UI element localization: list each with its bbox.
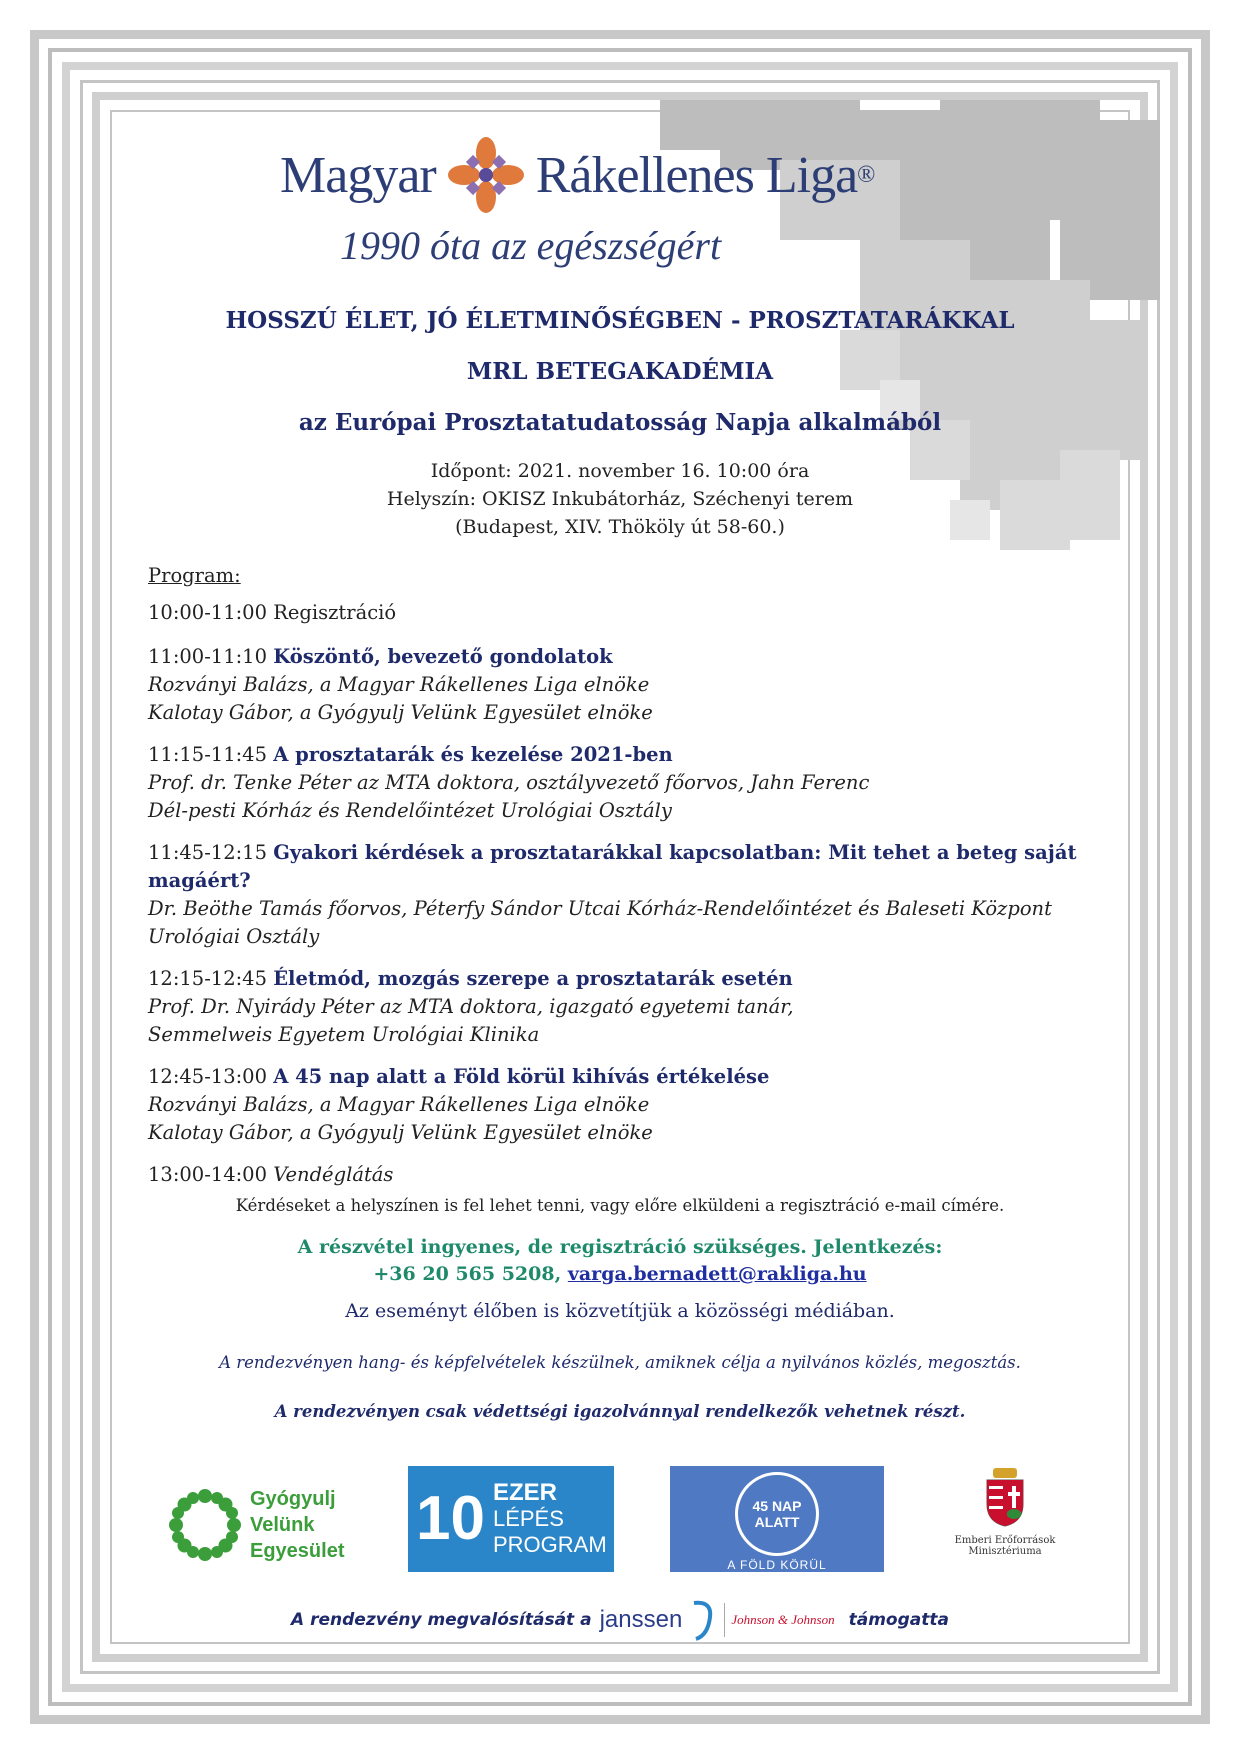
brand-logo — [280, 130, 980, 220]
ezer-line: LÉPÉS — [492, 1506, 564, 1531]
event-date: Időpont: 2021. november 16. 10:00 óra — [430, 460, 810, 482]
media-recording-note: A rendezvényen hang- és képfelvételek készülnek, amiknek célja a nyilvános közlés, megosztás. — [219, 1353, 1021, 1372]
program-time: 11:15-11:45 — [148, 743, 267, 766]
program-item — [148, 839, 1108, 951]
registration-note: A részvétel ingyenes, de regisztráció szükséges. Jelentkezés: — [297, 1236, 943, 1258]
registration-contact — [100, 1263, 1140, 1285]
nap45-line: ALATT — [754, 1514, 800, 1530]
program-speaker: Kalotay Gábor, a Gyógyulj Velünk Egyesület elnöke — [148, 1121, 653, 1144]
sun-flower-icon — [168, 1488, 242, 1562]
certificate-note: A rendezvényen csak védettségi igazolvánnyal rendelkezők vehetnek részt. — [274, 1402, 966, 1421]
program-time: 12:45-13:00 — [148, 1065, 267, 1088]
program-speaker: Dél-pesti Kórház és Rendelőintézet Urológiai Osztály — [148, 799, 672, 822]
brand-flower-icon — [446, 135, 526, 215]
tizezer-lepes-logo — [408, 1466, 614, 1572]
program-heading: Program: — [148, 564, 241, 587]
program-speaker: Kalotay Gábor, a Gyógyulj Velünk Egyesület elnöke — [148, 701, 653, 724]
janssen-swoosh-icon — [690, 1599, 716, 1641]
program-topic: A 45 nap alatt a Föld körül kihívás értékelése — [273, 1065, 770, 1088]
nap45-line: A FÖLD KÖRÜL — [727, 1558, 827, 1572]
45-nap-logo — [670, 1466, 884, 1572]
emmi-line: Emberi Erőforrások — [954, 1535, 1056, 1546]
brand-tagline: 1990 óta az egészségért — [340, 223, 722, 268]
program-speaker: Prof. dr. Tenke Péter az MTA doktora, osztályvezető főorvos, Jahn Ferenc — [148, 771, 870, 794]
questions-note: Kérdéseket a helyszínen is fel lehet tenni, vagy előre elküldeni a regisztráció e-mail címére. — [235, 1196, 1005, 1215]
globe-icon — [735, 1472, 819, 1556]
program-speaker: Rozványi Balázs, a Magyar Rákellenes Liga elnöke — [148, 673, 650, 696]
program-time: 11:00-11:10 — [148, 645, 267, 668]
program-item — [148, 741, 1108, 825]
program-speaker: Dr. Beöthe Tamás főorvos, Péterfy Sándor Utcai Kórház-Rendelőintézet és Baleseti Központ Urológiai Osztály — [148, 897, 1052, 948]
ezer-line: PROGRAM — [492, 1532, 607, 1557]
gyogyulj-line: Velünk — [250, 1514, 315, 1536]
program-time: 11:45-12:15 — [148, 841, 267, 864]
program-topic: Köszöntő, bevezető gondolatok — [273, 645, 613, 668]
program-topic: A prosztatarák és kezelése 2021-ben — [273, 743, 673, 766]
support-suffix: támogatta — [848, 1610, 949, 1630]
program-section — [148, 564, 1108, 1203]
gyogyulj-line: Egyesület — [250, 1540, 345, 1562]
gyogyulj-velunk-logo — [168, 1470, 368, 1580]
hungarian-crest-icon — [983, 1466, 1027, 1528]
program-speaker: Rozványi Balázs, a Magyar Rákellenes Liga elnöke — [148, 1093, 650, 1116]
program-item — [148, 965, 1108, 1049]
brand-name-right: Rákellenes Liga — [535, 146, 858, 204]
brand-name-left: Magyar — [280, 146, 436, 204]
program-time: 10:00-11:00 — [148, 601, 267, 624]
event-info — [100, 457, 1140, 541]
program-time: 12:15-12:45 — [148, 967, 267, 990]
nap45-line: 45 NAP — [752, 1498, 802, 1514]
program-speaker: Prof. Dr. Nyirády Péter az MTA doktora, igazgató egyetemi tanár, — [148, 995, 794, 1018]
registration-phone: +36 20 565 5208, — [373, 1263, 562, 1285]
support-prefix: A rendezvény megvalósítását a — [291, 1610, 592, 1630]
program-time: 13:00-14:00 — [148, 1163, 267, 1186]
program-topic: Vendéglátás — [273, 1163, 394, 1186]
program-topic: Életmód, mozgás szerepe a prosztatarák esetén — [273, 967, 793, 990]
divider — [724, 1603, 725, 1637]
jj-logo: Johnson & Johnson — [731, 1612, 835, 1627]
registered-mark: ® — [857, 161, 876, 188]
emmi-line: Minisztériuma — [968, 1546, 1042, 1557]
ezer-line: EZER — [492, 1479, 557, 1506]
janssen-logo: janssen — [599, 1606, 683, 1633]
event-subtitle: MRL BETEGAKADÉMIA — [466, 358, 774, 385]
program-topic: Gyakori kérdések a prosztatarákkal kapcsolatban: Mit tehet a beteg saját magáért? — [148, 841, 1077, 892]
emmi-logo — [930, 1466, 1080, 1582]
gyogyulj-line: Gyógyulj — [250, 1488, 336, 1510]
event-venue: Helyszín: OKISZ Inkubátorház, Széchenyi terem — [386, 488, 854, 510]
ezer-number: 10 — [416, 1484, 485, 1553]
event-title: HOSSZÚ ÉLET, JÓ ÉLETMINŐSÉGBEN - PROSZTATARÁKKAL — [225, 307, 1015, 334]
program-item — [148, 1063, 1108, 1147]
program-item — [148, 599, 1108, 627]
event-address: (Budapest, XIV. Thököly út 58-60.) — [455, 516, 785, 538]
program-item — [148, 1161, 1108, 1189]
live-stream-note: Az eseményt élőben is közvetítjük a közösségi médiában. — [345, 1300, 895, 1322]
program-topic: Regisztráció — [273, 601, 397, 624]
program-item — [148, 643, 1108, 727]
event-occasion: az Európai Prosztatatudatosság Napja alkalmából — [298, 409, 942, 436]
program-speaker: Semmelweis Egyetem Urológiai Klinika — [148, 1023, 540, 1046]
support-line — [100, 1600, 1140, 1640]
registration-email-link[interactable]: varga.bernadett@rakliga.hu — [567, 1263, 867, 1285]
